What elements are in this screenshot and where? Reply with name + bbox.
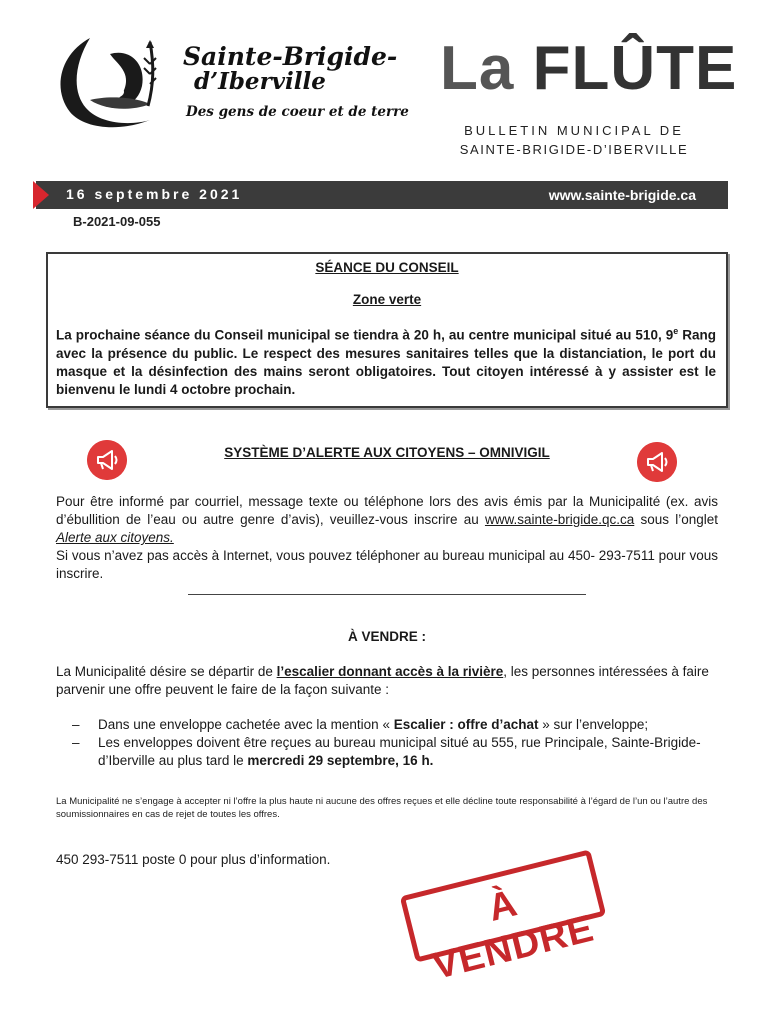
alert-paragraph-2: Si vous n’avez pas accès à Internet, vous pouvez téléphoner au bureau municipal au 450- 293-7511 pour vous inscrire. [56,548,718,581]
stamp-text: À VENDRE [428,882,599,988]
vendre-instructions [56,716,718,770]
logo-name-line1: Sainte-Brigide- [183,42,398,71]
website-link[interactable]: www.sainte-brigide.ca [548,187,696,203]
alert-tab-name: Alerte aux citoyens. [56,530,174,545]
alert-paragraph-1: Pour être informé par courriel, message texte ou téléphone lors des avis émis par la Municipalité (ex. avis d’ébullition de l’eau ou autre genre d’avis), veuillez-vous inscrire au www.sainte-brigide.qc.ca sous l’onglet Alerte aux citoyens. [56,494,718,545]
seance-subtitle: Zone verte [352,292,422,307]
vendre-disclaimer: La Municipalité ne s’engage à accepter ni l’offre la plus haute ni aucune des offres reçues et elle décline toute responsabilité à l’égard de l’un ou l’autre des soumissionnaires en cas de rejet de toutes les offres. [56,796,708,820]
seance-title: SÉANCE DU CONSEIL [315,260,459,275]
logo-tagline: Des gens de coeur et de terre [186,104,409,120]
bulletin-subtitle-line2: SAINTE-BRIGIDE-D’IBERVILLE [459,142,689,157]
issue-date: 16 septembre 2021 [66,186,243,202]
contact-phone: 450 293-7511 poste 0 pour plus d’information. [56,852,331,867]
alert-body [56,493,718,583]
bulletin-title-la: La [440,34,515,103]
bulletin-title [440,34,738,103]
list-item: – Les enveloppes doivent être reçues au bureau municipal situé au 555, rue Principale, Sainte-Brigide-d’Iberville au plus tard le mercredi 29 septembre, 16 h. [72,735,701,768]
logo-name-line2: d’Iberville [194,68,326,95]
vendre-item: l’escalier donnant accès à la rivière [276,664,504,679]
municipal-website-link[interactable]: www.sainte-brigide.qc.ca [484,512,635,527]
list-item: – Dans une enveloppe cachetée avec la mention « Escalier : offre d’achat » sur l’enveloppe; [72,717,649,732]
bulletin-subtitle-line1: BULLETIN MUNICIPAL DE [464,123,684,138]
a-vendre-stamp [405,872,605,988]
vendre-intro: La Municipalité désire se départir de l’escalier donnant accès à la rivière, les personnes intéressées à faire parvenir une offre peuvent le faire de la façon suivante : [56,664,709,697]
bulletin-reference: B-2021-09-055 [73,214,161,229]
alert-title: SYSTÈME D’ALERTE AUX CITOYENS – OMNIVIGIL [224,445,550,460]
bulletin-title-flute: FLÛTE [532,34,738,103]
vendre-title: À VENDRE : [347,629,426,644]
section-divider [188,594,586,595]
band-arrow-icon [33,181,49,209]
seance-body: La prochaine séance du Conseil municipal se tiendra à 20 h, au centre municipal situé au 510, 9e Rang avec la présence du public. Le respect des mesures sanitaires telles que la distanciation, le port du masque et la désinfection des mains seront obligatoires. Tout citoyen intéressé à y assister est le bienvenu le lundi 4 octobre prochain. [56,326,716,397]
